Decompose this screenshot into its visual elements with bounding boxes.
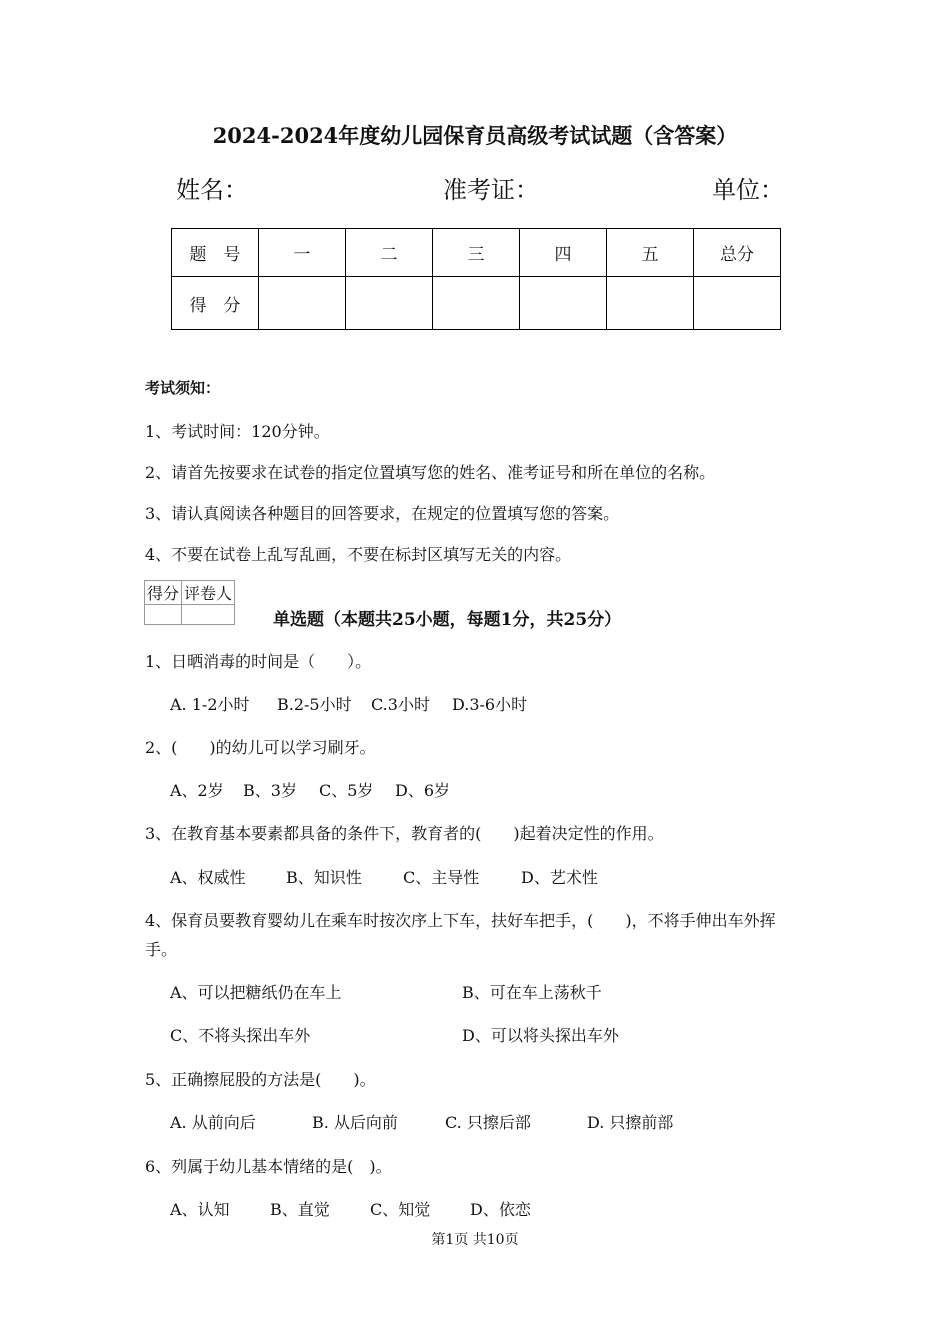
score-table: [171, 228, 781, 330]
notes-heading: 考试须知：: [145, 379, 221, 397]
answer-option: D. 只擦前部: [587, 1113, 674, 1132]
answer-option: D.3-6小时: [452, 695, 528, 714]
question-stem-continued: 手。: [145, 940, 178, 959]
score-cell: [346, 277, 433, 330]
question-stem: 2、( )的幼儿可以学习刷牙。: [145, 738, 376, 757]
score-cell: [433, 277, 520, 330]
question-stem: 6、列属于幼儿基本情绪的是( )。: [145, 1157, 392, 1176]
answer-option: C、不将头探出车外: [170, 1026, 311, 1045]
question-stem: 1、日晒消毒的时间是（ ）。: [145, 652, 372, 671]
answer-option: B、知识性: [286, 868, 362, 887]
grader-score-cell: [145, 605, 182, 625]
notes-item: 3、请认真阅读各种题目的回答要求，在规定的位置填写您的答案。: [145, 504, 620, 523]
score-cell: [520, 277, 607, 330]
score-header-cell: 一: [259, 229, 346, 277]
answer-option: B.2-5小时: [277, 695, 352, 714]
name-field-label: 姓名：: [176, 176, 248, 204]
grader-box: [144, 580, 235, 625]
question-stem: 3、在教育基本要素都具备的条件下，教育者的( )起着决定性的作用。: [145, 824, 664, 843]
answer-option: B、可在车上荡秋千: [462, 983, 602, 1002]
answer-option: A. 从前向后: [170, 1113, 256, 1132]
answer-option: D、艺术性: [521, 868, 598, 887]
score-cell: [607, 277, 694, 330]
answer-option: B、3岁: [243, 781, 297, 800]
score-header-cell: 题 号: [172, 229, 259, 277]
answer-option: A. 1-2小时: [170, 695, 250, 714]
answer-option: C. 只擦后部: [445, 1113, 531, 1132]
section-title: 单选题（本题共25小题，每题1分，共25分）: [273, 610, 622, 630]
grader-reviewer-label: 评卷人: [182, 581, 235, 605]
score-header-cell: 五: [607, 229, 694, 277]
answer-option: A、可以把糖纸仍在车上: [170, 983, 342, 1002]
unit-field-label: 单位：: [712, 176, 784, 204]
answer-option: A、2岁: [170, 781, 224, 800]
grader-score-label: 得分: [145, 581, 182, 605]
score-cell: [694, 277, 781, 330]
score-table-header-row: [172, 229, 781, 277]
score-header-cell: 二: [346, 229, 433, 277]
exam-id-field-label: 准考证：: [443, 176, 539, 204]
answer-option: C、5岁: [319, 781, 374, 800]
answer-option: C、知觉: [370, 1200, 431, 1219]
answer-option: A、权威性: [170, 868, 246, 887]
answer-option: A、认知: [170, 1200, 230, 1219]
notes-item: 1、考试时间：120分钟。: [145, 422, 330, 441]
page-footer: 第1页 共10页: [431, 1232, 519, 1248]
notes-item: 4、不要在试卷上乱写乱画，不要在标封区填写无关的内容。: [145, 545, 572, 564]
answer-option: D、依恋: [470, 1200, 531, 1219]
score-table-score-row: [172, 277, 781, 330]
answer-option: B. 从后向前: [312, 1113, 398, 1132]
question-stem: 5、正确擦屁股的方法是( )。: [145, 1070, 376, 1089]
question-stem: 4、保育员要教育婴幼儿在乘车时按次序上下车，扶好车把手，( )，不将手伸出车外挥: [145, 911, 776, 930]
answer-option: B、直觉: [270, 1200, 330, 1219]
answer-option: D、6岁: [395, 781, 451, 800]
score-row-label: 得 分: [172, 277, 259, 330]
answer-option: C、主导性: [403, 868, 480, 887]
answer-option: C.3小时: [371, 695, 430, 714]
score-header-cell: 四: [520, 229, 607, 277]
grader-reviewer-cell: [182, 605, 235, 625]
score-cell: [259, 277, 346, 330]
score-header-cell: 总分: [694, 229, 781, 277]
page-title: 2024-2024年度幼儿园保育员高级考试试题（含答案）: [212, 123, 738, 148]
score-header-cell: 三: [433, 229, 520, 277]
notes-item: 2、请首先按要求在试卷的指定位置填写您的姓名、准考证号和所在单位的名称。: [145, 463, 716, 482]
answer-option: D、可以将头探出车外: [462, 1026, 619, 1045]
